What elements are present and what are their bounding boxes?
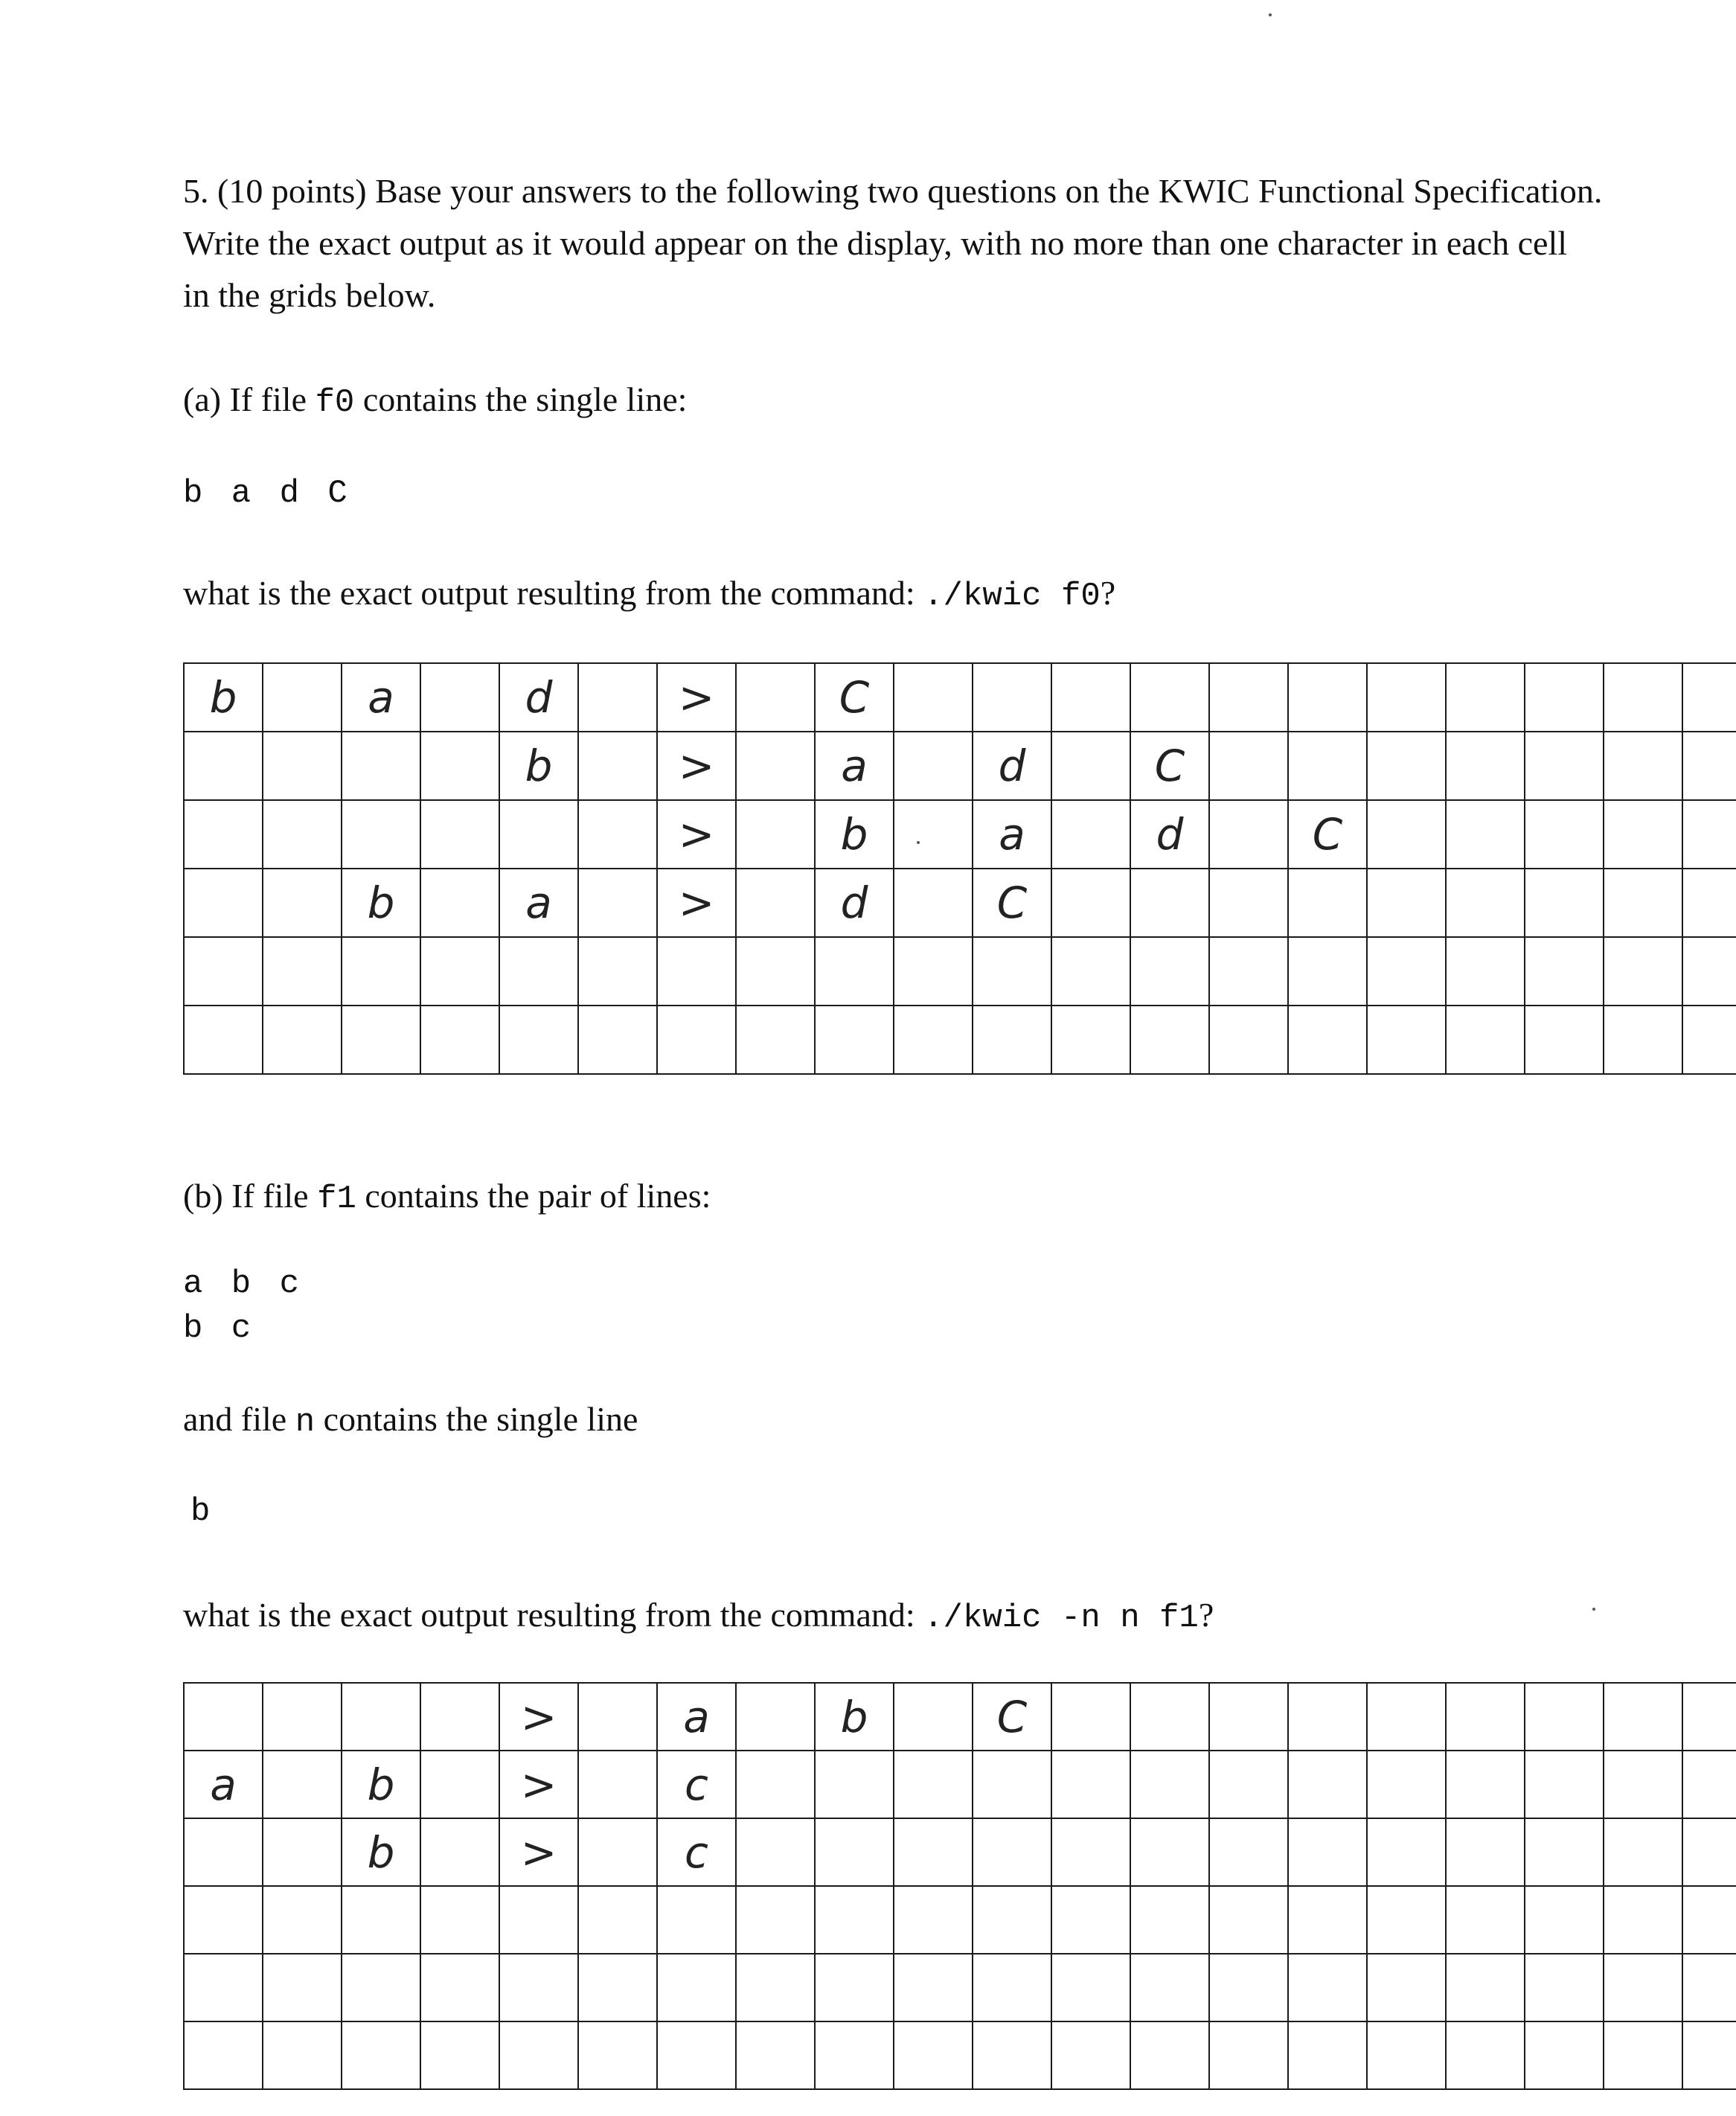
grid-b-cell	[894, 1818, 973, 1886]
grid-b-cell	[1525, 1886, 1604, 1954]
grid-a-cell: b	[815, 800, 894, 869]
grid-a-cell: >	[657, 869, 736, 937]
grid-a-cell	[184, 937, 263, 1006]
answer-grid-b	[183, 1682, 1736, 2090]
grid-a-cell: >	[657, 800, 736, 869]
grid-b-cell	[1051, 1954, 1130, 2021]
grid-a-cell	[184, 869, 263, 937]
grid-a-cell	[736, 937, 815, 1006]
intro-line-2: Write the exact output as it would appear on the display, with no more than one character in each cell	[183, 224, 1568, 262]
grid-b-cell	[263, 1751, 342, 1818]
grid-b-cell	[1288, 1751, 1367, 1818]
scan-speck	[917, 841, 920, 844]
grid-b-cell	[1604, 2021, 1682, 2089]
grid-b-cell	[1682, 1954, 1736, 2021]
grid-b-cell: C	[973, 1683, 1051, 1751]
grid-a-cell: C	[815, 663, 894, 732]
grid-b-cell	[578, 1818, 657, 1886]
grid-a-cell	[578, 869, 657, 937]
grid-a-cell	[263, 663, 342, 732]
grid-a-cell	[1682, 732, 1736, 800]
grid-a-cell	[736, 732, 815, 800]
grid-b-cell	[1367, 1683, 1446, 1751]
grid-b-row	[184, 1683, 1736, 1751]
grid-a-cell: >	[657, 663, 736, 732]
grid-b-cell: a	[657, 1683, 736, 1751]
grid-b-cell	[894, 2021, 973, 2089]
grid-b-cell	[1209, 1818, 1288, 1886]
grid-a-cell: d	[499, 663, 578, 732]
grid-b-row	[184, 1886, 1736, 1954]
grid-a-cell	[1367, 1006, 1446, 1074]
grid-a-cell	[1051, 800, 1130, 869]
grid-a-cell	[1130, 663, 1209, 732]
grid-b-cell	[1288, 1683, 1367, 1751]
grid-a-cell	[1525, 732, 1604, 800]
grid-b-cell	[578, 1683, 657, 1751]
grid-b-cell	[578, 1954, 657, 2021]
grid-a-cell	[263, 1006, 342, 1074]
part-b-n-content: b	[190, 1493, 211, 1530]
grid-b-cell	[973, 1886, 1051, 1954]
grid-a-cell	[1367, 937, 1446, 1006]
grid-b-cell	[736, 1683, 815, 1751]
part-b-n-prefix: and file	[183, 1400, 295, 1438]
grid-b-cell	[184, 1954, 263, 2021]
grid-b-cell	[815, 1751, 894, 1818]
grid-b-cell	[1130, 1751, 1209, 1818]
grid-b-cell	[420, 2021, 499, 2089]
grid-b-cell	[499, 2021, 578, 2089]
intro-line-1: 5. (10 points) Base your answers to the following two questions on the KWIC Functional Specification.	[183, 172, 1603, 210]
grid-a-cell	[578, 663, 657, 732]
grid-b-cell	[736, 1818, 815, 1886]
grid-a-cell: a	[499, 869, 578, 937]
grid-b-cell	[1367, 2021, 1446, 2089]
grid-b-cell	[1130, 1683, 1209, 1751]
part-a-heading	[183, 374, 687, 429]
grid-a-cell	[1604, 800, 1682, 869]
grid-b-cell	[1209, 1886, 1288, 1954]
grid-b-cell	[894, 1751, 973, 1818]
part-a-question-prefix: what is the exact output resulting from the command:	[183, 574, 924, 612]
grid-a-cell	[1682, 1006, 1736, 1074]
grid-a-cell	[894, 869, 973, 937]
grid-b-cell	[1525, 1954, 1604, 2021]
grid-a-cell	[1525, 663, 1604, 732]
grid-b-cell	[342, 1886, 420, 1954]
grid-b-cell	[1209, 1683, 1288, 1751]
grid-a-cell: >	[657, 732, 736, 800]
grid-b-cell	[736, 1954, 815, 2021]
grid-b-row	[184, 1751, 1736, 1818]
part-b-question-suffix: ?	[1198, 1596, 1214, 1634]
grid-b-cell	[657, 1954, 736, 2021]
answer-grid-a	[183, 662, 1736, 1075]
grid-a-cell	[657, 1006, 736, 1074]
grid-a-cell	[1209, 1006, 1288, 1074]
grid-b-cell	[973, 1751, 1051, 1818]
grid-b-cell	[184, 1886, 263, 1954]
grid-b-cell	[342, 1683, 420, 1751]
grid-b-cell	[184, 2021, 263, 2089]
grid-a-cell	[736, 663, 815, 732]
grid-a-cell	[420, 1006, 499, 1074]
grid-b-cell	[973, 1818, 1051, 1886]
grid-b-cell: a	[184, 1751, 263, 1818]
grid-b-cell	[420, 1818, 499, 1886]
grid-b-cell	[1446, 1683, 1525, 1751]
grid-b-cell	[815, 1886, 894, 1954]
grid-a-cell	[894, 937, 973, 1006]
grid-b-row	[184, 1818, 1736, 1886]
grid-b-cell: c	[657, 1751, 736, 1818]
grid-b-cell	[578, 1751, 657, 1818]
grid-a-cell	[1682, 869, 1736, 937]
grid-b-cell	[1446, 1818, 1525, 1886]
grid-b-cell	[1130, 1818, 1209, 1886]
grid-a-cell	[1525, 937, 1604, 1006]
grid-b-cell	[736, 1751, 815, 1818]
grid-a-cell: C	[973, 869, 1051, 937]
grid-b-cell	[1682, 1818, 1736, 1886]
grid-b-row	[184, 1954, 1736, 2021]
part-a-question	[183, 567, 1115, 622]
grid-b-cell	[1525, 2021, 1604, 2089]
grid-a-cell: d	[815, 869, 894, 937]
grid-a-cell	[894, 663, 973, 732]
grid-b-cell	[1209, 1751, 1288, 1818]
grid-a-cell	[263, 937, 342, 1006]
grid-a-cell	[894, 1006, 973, 1074]
grid-a-cell: d	[973, 732, 1051, 800]
grid-a-cell	[263, 869, 342, 937]
grid-b-cell	[420, 1683, 499, 1751]
grid-b-cell	[1288, 1818, 1367, 1886]
grid-b-cell	[263, 1954, 342, 2021]
part-b-file-content-line-2: b c	[183, 1310, 256, 1347]
grid-a-cell	[657, 937, 736, 1006]
part-a-suffix: contains the single line:	[354, 380, 688, 418]
grid-b-cell	[657, 1886, 736, 1954]
grid-b-cell	[1288, 1954, 1367, 2021]
grid-b-cell	[420, 1751, 499, 1818]
grid-a-cell	[1367, 732, 1446, 800]
grid-b-cell	[736, 1886, 815, 1954]
grid-a-cell	[1209, 869, 1288, 937]
part-b-command: ./kwic -n n f1	[923, 1599, 1199, 1637]
grid-b-cell	[1367, 1751, 1446, 1818]
grid-b-cell	[342, 1954, 420, 2021]
grid-b-cell: >	[499, 1818, 578, 1886]
grid-a-cell	[1288, 869, 1367, 937]
grid-a-cell	[1604, 732, 1682, 800]
grid-a-cell	[1288, 732, 1367, 800]
grid-b-cell: b	[342, 1818, 420, 1886]
grid-a-cell	[894, 800, 973, 869]
grid-a-cell	[578, 1006, 657, 1074]
grid-b-cell	[1130, 1954, 1209, 2021]
grid-a-cell	[1209, 732, 1288, 800]
grid-a-cell	[1446, 869, 1525, 937]
grid-b-cell	[815, 2021, 894, 2089]
grid-b-row	[184, 2021, 1736, 2089]
grid-b-cell	[578, 1886, 657, 1954]
grid-b-cell: >	[499, 1751, 578, 1818]
grid-a-cell	[1288, 1006, 1367, 1074]
grid-a-cell	[1209, 937, 1288, 1006]
part-a-prefix: (a) If file	[183, 380, 316, 418]
grid-b-cell	[973, 2021, 1051, 2089]
grid-a-row	[184, 663, 1736, 732]
grid-b-cell	[499, 1886, 578, 1954]
grid-b-cell: b	[815, 1683, 894, 1751]
grid-a-cell	[815, 1006, 894, 1074]
grid-a-cell	[894, 732, 973, 800]
grid-a-cell: C	[1288, 800, 1367, 869]
grid-a-cell	[578, 732, 657, 800]
grid-b-cell	[1209, 1954, 1288, 2021]
grid-a-cell	[1367, 800, 1446, 869]
grid-a-row	[184, 869, 1736, 937]
intro-line-3: in the grids below.	[183, 276, 436, 314]
grid-b-cell	[1682, 1683, 1736, 1751]
grid-b-cell	[1446, 2021, 1525, 2089]
scan-speck	[1269, 13, 1272, 16]
grid-b-cell	[1682, 2021, 1736, 2089]
grid-b-cell	[1051, 1683, 1130, 1751]
grid-a-cell	[342, 800, 420, 869]
grid-a-cell	[263, 800, 342, 869]
grid-b-cell	[815, 1954, 894, 2021]
grid-a-cell	[1209, 663, 1288, 732]
grid-a-cell	[1682, 937, 1736, 1006]
grid-b-cell	[894, 1683, 973, 1751]
part-a-question-suffix: ?	[1100, 574, 1116, 612]
grid-a-cell	[1604, 663, 1682, 732]
grid-b-cell	[1367, 1954, 1446, 2021]
grid-a-cell	[973, 663, 1051, 732]
grid-b-cell	[1604, 1886, 1682, 1954]
grid-a-cell	[1130, 1006, 1209, 1074]
grid-b-cell	[1682, 1886, 1736, 1954]
grid-a-cell	[736, 869, 815, 937]
grid-a-cell	[1130, 869, 1209, 937]
grid-b-cell	[1288, 1886, 1367, 1954]
grid-b-cell	[1604, 1954, 1682, 2021]
part-b-n-suffix: contains the single line	[315, 1400, 638, 1438]
grid-a-cell	[578, 800, 657, 869]
grid-b-cell	[1051, 1886, 1130, 1954]
grid-a-cell	[1604, 1006, 1682, 1074]
grid-a-cell	[1051, 1006, 1130, 1074]
grid-b-cell	[1604, 1818, 1682, 1886]
grid-a-cell: d	[1130, 800, 1209, 869]
scan-speck	[1592, 1608, 1595, 1611]
grid-a-cell	[1051, 663, 1130, 732]
grid-b-cell	[184, 1683, 263, 1751]
grid-b-cell	[1525, 1818, 1604, 1886]
grid-a-cell	[1288, 663, 1367, 732]
grid-b-cell	[1130, 1886, 1209, 1954]
part-b-n-heading	[183, 1393, 638, 1448]
grid-a-row	[184, 732, 1736, 800]
grid-a-cell	[499, 1006, 578, 1074]
grid-a-cell	[736, 800, 815, 869]
part-b-file-content-line-1: a b c	[183, 1265, 304, 1302]
grid-b-cell	[1288, 2021, 1367, 2089]
grid-a-cell	[1051, 937, 1130, 1006]
grid-a-cell	[1051, 732, 1130, 800]
grid-a-cell: a	[815, 732, 894, 800]
grid-a-cell	[184, 732, 263, 800]
grid-b-cell	[736, 2021, 815, 2089]
grid-a-row	[184, 937, 1736, 1006]
grid-b-cell	[1130, 2021, 1209, 2089]
grid-a-cell	[1525, 1006, 1604, 1074]
part-a-file: f0	[315, 384, 355, 421]
grid-a-cell	[342, 732, 420, 800]
part-b-file: f1	[317, 1180, 356, 1218]
grid-a-cell: a	[342, 663, 420, 732]
grid-a-cell	[420, 800, 499, 869]
part-a-command: ./kwic f0	[923, 578, 1101, 615]
grid-a-cell: a	[973, 800, 1051, 869]
grid-a-cell	[1525, 800, 1604, 869]
grid-a-cell	[1446, 800, 1525, 869]
grid-b-cell	[973, 1954, 1051, 2021]
grid-b-cell	[184, 1818, 263, 1886]
grid-a-cell	[184, 1006, 263, 1074]
grid-b-cell	[578, 2021, 657, 2089]
grid-b-cell	[1525, 1751, 1604, 1818]
grid-a-cell	[1682, 800, 1736, 869]
grid-a-cell	[1209, 800, 1288, 869]
grid-a-cell	[420, 663, 499, 732]
grid-a-cell	[1130, 937, 1209, 1006]
grid-b-cell: b	[342, 1751, 420, 1818]
grid-a-cell	[420, 869, 499, 937]
grid-a-cell	[1682, 663, 1736, 732]
grid-b-cell	[1604, 1751, 1682, 1818]
grid-a-cell: b	[499, 732, 578, 800]
grid-b-cell: c	[657, 1818, 736, 1886]
grid-b-cell	[815, 1818, 894, 1886]
grid-a-cell	[420, 937, 499, 1006]
grid-b-cell	[894, 1886, 973, 1954]
grid-a-cell	[815, 937, 894, 1006]
grid-b-cell	[1051, 1818, 1130, 1886]
grid-b-cell	[657, 2021, 736, 2089]
grid-b-cell	[420, 1886, 499, 1954]
grid-a-cell	[420, 732, 499, 800]
grid-b-cell	[1446, 1751, 1525, 1818]
grid-b-cell	[263, 1683, 342, 1751]
grid-b-cell	[499, 1954, 578, 2021]
grid-a-cell	[342, 937, 420, 1006]
grid-a-cell	[1446, 663, 1525, 732]
grid-a-cell	[1604, 869, 1682, 937]
grid-b-cell: >	[499, 1683, 578, 1751]
grid-b-cell	[263, 1886, 342, 1954]
grid-b-cell	[1051, 2021, 1130, 2089]
grid-b-cell	[1367, 1886, 1446, 1954]
grid-a-row	[184, 1006, 1736, 1074]
grid-b-cell	[1209, 2021, 1288, 2089]
grid-b-cell	[894, 1954, 973, 2021]
grid-a-cell	[1604, 937, 1682, 1006]
grid-a-cell	[578, 937, 657, 1006]
part-b-question	[183, 1589, 1214, 1644]
grid-b-cell	[1682, 1751, 1736, 1818]
grid-b-cell	[1604, 1683, 1682, 1751]
grid-b-cell	[1446, 1954, 1525, 2021]
grid-a-cell	[1367, 869, 1446, 937]
grid-a-cell	[1446, 937, 1525, 1006]
question-intro	[183, 165, 1723, 322]
grid-a-cell	[1051, 869, 1130, 937]
grid-a-cell	[1446, 732, 1525, 800]
grid-b-cell	[1051, 1751, 1130, 1818]
grid-b-cell	[263, 2021, 342, 2089]
grid-a-row	[184, 800, 1736, 869]
grid-a-cell	[973, 1006, 1051, 1074]
grid-a-cell: b	[342, 869, 420, 937]
part-b-heading	[183, 1170, 711, 1225]
grid-b-cell	[1367, 1818, 1446, 1886]
grid-b-cell	[1525, 1683, 1604, 1751]
part-b-suffix: contains the pair of lines:	[356, 1177, 711, 1215]
grid-a-cell	[342, 1006, 420, 1074]
grid-a-cell	[1525, 869, 1604, 937]
grid-a-cell	[499, 937, 578, 1006]
grid-a-cell	[736, 1006, 815, 1074]
part-b-n-file: n	[295, 1404, 316, 1441]
part-b-question-prefix: what is the exact output resulting from the command:	[183, 1596, 924, 1634]
grid-a-cell: b	[184, 663, 263, 732]
part-b-prefix: (b) If file	[183, 1177, 318, 1215]
grid-a-cell	[499, 800, 578, 869]
grid-a-cell	[263, 732, 342, 800]
grid-a-cell	[1288, 937, 1367, 1006]
part-a-file-content: b a d C	[183, 475, 352, 512]
grid-b-cell	[420, 1954, 499, 2021]
grid-a-cell	[1367, 663, 1446, 732]
grid-b-cell	[263, 1818, 342, 1886]
grid-b-cell	[1446, 1886, 1525, 1954]
grid-a-cell: C	[1130, 732, 1209, 800]
grid-b-cell	[342, 2021, 420, 2089]
grid-a-cell	[973, 937, 1051, 1006]
grid-a-cell	[184, 800, 263, 869]
grid-a-cell	[1446, 1006, 1525, 1074]
